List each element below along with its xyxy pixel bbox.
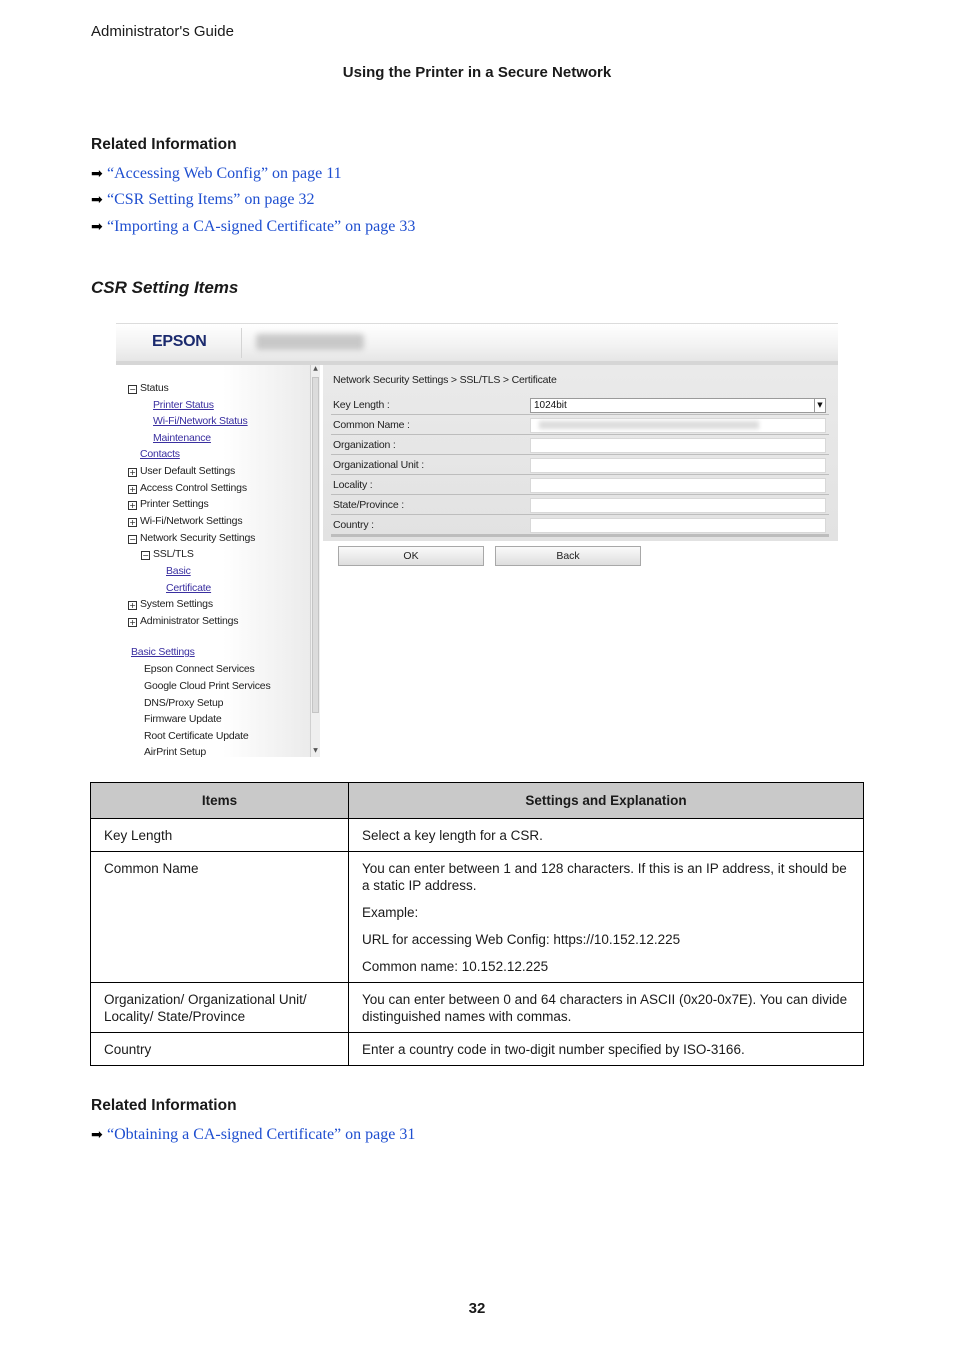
- sidebar-item-administrator-settings[interactable]: + Administrator Settings: [129, 615, 239, 627]
- field-label: Locality :: [333, 479, 373, 491]
- expand-icon: +: [129, 618, 136, 627]
- field-label: Organizational Unit :: [333, 459, 424, 471]
- sidebar-item-network-security-settings[interactable]: − Network Security Settings: [129, 532, 256, 544]
- arrow-right-icon: ➡: [91, 166, 103, 182]
- sidebar-item-wifi-network-status[interactable]: Wi-Fi/Network Status: [153, 415, 248, 427]
- common-name-input[interactable]: [530, 418, 826, 433]
- sidebar-item-system-settings[interactable]: + System Settings: [129, 598, 213, 610]
- sidebar-item-user-default-settings[interactable]: + User Default Settings: [129, 465, 236, 477]
- sidebar-item-certificate[interactable]: Certificate: [166, 582, 212, 594]
- related-link-obtaining-ca-certificate[interactable]: [91, 1126, 415, 1144]
- scrollbar-thumb[interactable]: [312, 377, 319, 713]
- blurred-model-name: [256, 334, 364, 350]
- form-row-key-length: [331, 395, 829, 415]
- ok-button[interactable]: OK: [338, 546, 484, 566]
- sidebar-item-ssl-tls[interactable]: − SSL/TLS: [142, 548, 194, 560]
- table-cell-item: Organization/ Organizational Unit/ Locality/ State/Province: [91, 983, 349, 1033]
- sidebar-item-status[interactable]: − Status: [129, 382, 169, 394]
- related-link-importing-ca-certificate[interactable]: [91, 218, 415, 236]
- related-information-heading: Related Information: [91, 136, 237, 153]
- sidebar-item-contacts[interactable]: Contacts: [140, 448, 180, 460]
- screenshot-content-pane: [323, 365, 838, 757]
- epson-logo: EPSON: [152, 333, 207, 350]
- sidebar-item-wifi-network-settings[interactable]: + Wi-Fi/Network Settings: [129, 515, 243, 527]
- related-link-text: “Importing a CA-signed Certificate” on page 33: [107, 218, 416, 235]
- arrow-right-icon: ➡: [91, 219, 103, 235]
- field-label: Key Length :: [333, 399, 390, 411]
- chevron-down-icon: ▼: [814, 399, 825, 412]
- header-divider: [241, 328, 242, 358]
- explanation-text: URL for accessing Web Config: https://10.152.12.225: [362, 932, 681, 947]
- expand-icon: +: [129, 485, 136, 494]
- field-label: State/Province :: [333, 499, 404, 511]
- explanation-text: You can enter between 1 and 128 characters. If this is an IP address, it should be a static IP address.: [362, 861, 847, 893]
- sidebar-scrollbar[interactable]: [310, 365, 320, 757]
- table-header-settings: Settings and Explanation: [349, 783, 864, 819]
- breadcrumb: Network Security Settings > SSL/TLS > Certificate: [333, 374, 557, 386]
- screenshot-header-bar: [116, 323, 838, 361]
- sidebar-item-access-control-settings[interactable]: + Access Control Settings: [129, 482, 247, 494]
- organization-input[interactable]: [530, 438, 826, 453]
- state-province-input[interactable]: [530, 498, 826, 513]
- web-config-screenshot: [116, 323, 838, 757]
- table-row: [91, 1033, 864, 1066]
- form-row-organizational-unit: [331, 455, 829, 475]
- related-information-heading: Related Information: [91, 1097, 237, 1114]
- sidebar-item-dns-proxy[interactable]: DNS/Proxy Setup: [144, 697, 224, 709]
- screenshot-sidebar: [116, 365, 310, 757]
- table-cell-explanation: [349, 852, 864, 983]
- collapse-icon: −: [129, 385, 136, 394]
- sidebar-item-printer-status[interactable]: Printer Status: [153, 399, 214, 411]
- sidebar-item-epson-connect[interactable]: Epson Connect Services: [144, 663, 255, 675]
- related-link-text: “Accessing Web Config” on page 11: [107, 165, 342, 182]
- country-input[interactable]: [530, 518, 826, 533]
- related-link-text: “CSR Setting Items” on page 32: [107, 191, 315, 208]
- arrow-right-icon: ➡: [91, 192, 103, 208]
- collapse-icon: −: [129, 535, 136, 544]
- scroll-up-icon[interactable]: ▲: [313, 365, 318, 372]
- expand-icon: +: [129, 468, 136, 477]
- expand-icon: +: [129, 501, 136, 510]
- key-length-select[interactable]: 1024bit ▼: [530, 398, 826, 413]
- table-row: [91, 983, 864, 1033]
- form-row-organization: [331, 435, 829, 455]
- explanation-text: Enter a country code in two-digit number specified by ISO-3166.: [362, 1042, 745, 1057]
- explanation-text: You can enter between 0 and 64 characters in ASCII (0x20-0x7E). You can divide distinguished names with commas.: [362, 992, 848, 1024]
- table-cell-item: Key Length: [91, 819, 349, 852]
- expand-icon: +: [129, 518, 136, 527]
- back-button[interactable]: Back: [495, 546, 641, 566]
- sidebar-item-airprint-setup[interactable]: AirPrint Setup: [144, 746, 206, 757]
- guide-title: Administrator's Guide: [91, 23, 234, 40]
- section-title: Using the Printer in a Secure Network: [342, 64, 612, 81]
- form-row-common-name: [331, 415, 829, 435]
- field-label: Organization :: [333, 439, 396, 451]
- table-cell-explanation: [349, 819, 864, 852]
- sidebar-item-basic[interactable]: Basic: [166, 565, 191, 577]
- form-bottom-divider: [331, 535, 829, 537]
- table-row: [91, 852, 864, 983]
- arrow-right-icon: ➡: [91, 1127, 103, 1143]
- table-cell-item: Country: [91, 1033, 349, 1066]
- sidebar-item-firmware-update[interactable]: Firmware Update: [144, 713, 222, 725]
- table-cell-explanation: [349, 983, 864, 1033]
- form-row-country: [331, 515, 829, 535]
- csr-items-table: [90, 782, 864, 1066]
- sidebar-item-maintenance[interactable]: Maintenance: [153, 432, 211, 444]
- related-link-accessing-web-config[interactable]: [91, 165, 342, 183]
- field-label: Country :: [333, 519, 374, 531]
- sidebar-item-google-cloud-print[interactable]: Google Cloud Print Services: [144, 680, 271, 692]
- table-header-items: Items: [91, 783, 349, 819]
- table-header-row: [91, 783, 864, 819]
- page-number: 32: [468, 1300, 486, 1317]
- form-row-locality: [331, 475, 829, 495]
- related-link-csr-setting-items[interactable]: [91, 191, 315, 209]
- collapse-icon: −: [142, 551, 149, 560]
- locality-input[interactable]: [530, 478, 826, 493]
- scroll-down-icon[interactable]: ▼: [313, 747, 318, 754]
- sidebar-item-basic-settings[interactable]: Basic Settings: [131, 646, 195, 658]
- organizational-unit-input[interactable]: [530, 458, 826, 473]
- table-row: [91, 819, 864, 852]
- csr-setting-items-heading: CSR Setting Items: [91, 278, 239, 297]
- sidebar-item-root-certificate-update[interactable]: Root Certificate Update: [144, 730, 249, 742]
- table-cell-item: Common Name: [91, 852, 349, 983]
- explanation-text: Example:: [362, 905, 419, 920]
- related-link-text: “Obtaining a CA-signed Certificate” on page 31: [107, 1126, 416, 1143]
- form-row-state-province: [331, 495, 829, 515]
- explanation-text: Common name: 10.152.12.225: [362, 959, 549, 974]
- field-label: Common Name :: [333, 419, 410, 431]
- sidebar-item-printer-settings[interactable]: + Printer Settings: [129, 498, 209, 510]
- table-cell-explanation: [349, 1033, 864, 1066]
- expand-icon: +: [129, 601, 136, 610]
- explanation-text: Select a key length for a CSR.: [362, 828, 543, 843]
